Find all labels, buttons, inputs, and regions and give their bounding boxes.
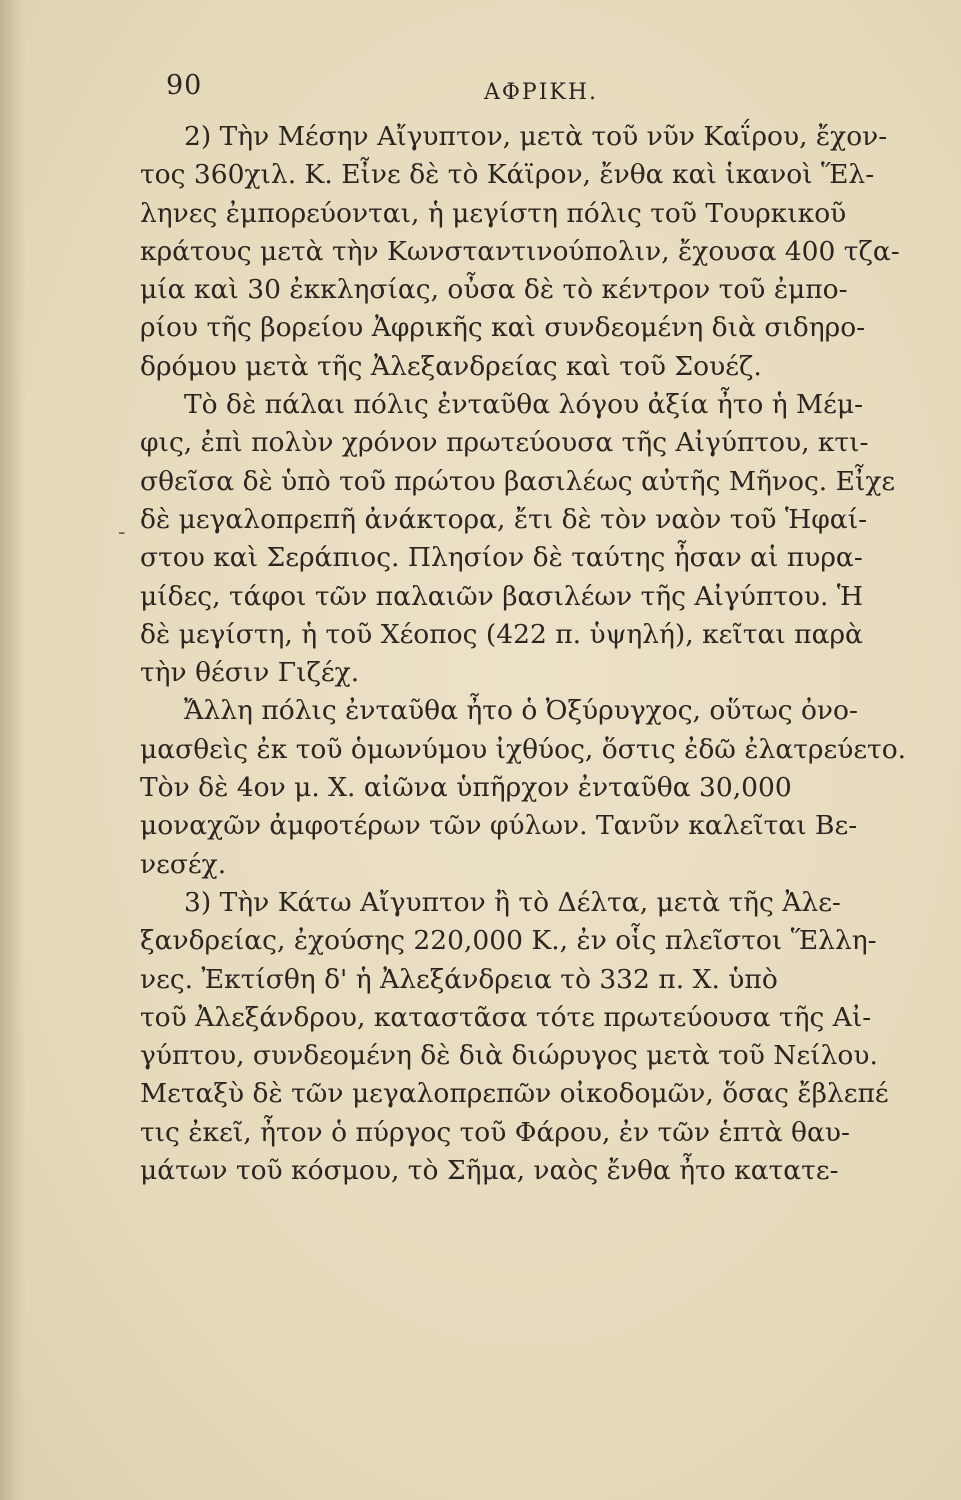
text-line: 3) Τὴν Κάτω Αἴγυπτον ἢ τὸ Δέλτα, μετὰ τῆς Ἀλε- (184, 886, 841, 918)
text-line: Τὸν δὲ 4ον μ. Χ. αἰῶνα ὑπῆρχον ἐνταῦθα 30,000 (140, 772, 792, 804)
text-line: γύπτου, συνδεομένη δὲ διὰ διώρυγος μετὰ τοῦ Νείλου. (140, 1040, 878, 1072)
text-line: τοῦ Ἀλεξάνδρου, καταστᾶσα τότε πρωτεύουσα τῆς Αἰ- (140, 1001, 872, 1033)
text-line: ληνες ἐμπορεύονται, ἡ μεγίστη πόλις τοῦ Τουρκικοῦ (140, 197, 847, 229)
text-line: μίδες, τάφοι τῶν παλαιῶν βασιλέων τῆς Αἰγύπτου. Ἡ (140, 580, 864, 612)
margin-mark: - (118, 520, 126, 545)
text-line: στου καὶ Σεράπιος. Πλησίον δὲ ταύτης ἦσαν αἱ πυρα- (140, 542, 863, 574)
text-line: σθεῖσα δὲ ὑπὸ τοῦ πρώτου βασιλέως αὐτῆς Μῆνος. Εἶχε (140, 465, 896, 497)
text-line: ρίου τῆς βορείου Ἀφρικῆς καὶ συνδεομένη διὰ σιδηρο- (140, 312, 866, 344)
text-line: τος 360χιλ. Κ. Εἶνε δὲ τὸ Κάϊρον, ἔνθα καὶ ἱκανοὶ Ἕλ- (140, 159, 875, 191)
text-line: Τὸ δὲ πάλαι πόλις ἐνταῦθα λόγου ἀξία ἦτο ἡ Μέμ- (184, 389, 864, 421)
page-header (166, 70, 906, 110)
running-title: ΑΦΡΙΚΗ. (484, 80, 599, 105)
text-line: μία καὶ 30 ἐκκλησίας, οὖσα δὲ τὸ κέντρον τοῦ ἐμπο- (140, 274, 848, 306)
text-line: μάτων τοῦ κόσμου, τὸ Σῆμα, ναὸς ἔνθα ἦτο κατατε- (140, 1155, 839, 1187)
text-line: κράτους μετὰ τὴν Κωνσταντινούπολιν, ἔχουσα 400 τζα- (140, 235, 900, 267)
text-line: δὲ μεγίστη, ἡ τοῦ Χέοπος (422 π. ὑψηλή), κεῖται παρὰ (140, 618, 863, 650)
text-line: νεσέχ. (140, 848, 227, 880)
text-line: νες. Ἐκτίσθη δ' ἡ Ἀλεξάνδρεια τὸ 332 π. Χ. ὑπὸ (140, 963, 778, 995)
text-line: μασθεὶς ἐκ τοῦ ὁμωνύμου ἰχθύος, ὅστις ἐδῶ ἐλατρεύετο. (140, 733, 907, 765)
page-number: 90 (166, 70, 203, 101)
text-line: 2) Τὴν Μέσην Αἴγυπτον, μετὰ τοῦ νῦν Καΐρου, ἔχον- (184, 121, 888, 152)
text-line: τις ἐκεῖ, ἦτον ὁ πύργος τοῦ Φάρου, ἐν τῶν ἑπτὰ θαυ- (140, 1116, 850, 1148)
text-line: τὴν θέσιν Γιζέχ. (140, 657, 360, 689)
text-line: δὲ μεγαλοπρεπῆ ἀνάκτορα, ἔτι δὲ τὸν ναὸν τοῦ Ἡφαί- (140, 503, 868, 535)
text-line: δρόμου μετὰ τῆς Ἀλεξανδρείας καὶ τοῦ Σουέζ. (140, 350, 762, 382)
text-line: μοναχῶν ἀμφοτέρων τῶν φύλων. Τανῦν καλεῖται Βε- (140, 810, 858, 842)
text-line: ξανδρείας, ἐχούσης 220,000 Κ., ἐν οἷς πλεῖστοι Ἕλλη- (140, 925, 877, 957)
text-line: Ἄλλη πόλις ἐνταῦθα ἦτο ὁ Ὀξύρυγχος, οὕτως ὀνο- (184, 695, 858, 727)
body-text (140, 118, 910, 1190)
text-line: φις, ἐπὶ πολὺν χρόνον πρωτεύουσα τῆς Αἰγύπτου, κτι- (140, 427, 869, 459)
text-line: Μεταξὺ δὲ τῶν μεγαλοπρεπῶν οἰκοδομῶν, ὅσας ἔβλεπέ (140, 1078, 889, 1110)
page-spine-shadow (0, 0, 26, 1500)
